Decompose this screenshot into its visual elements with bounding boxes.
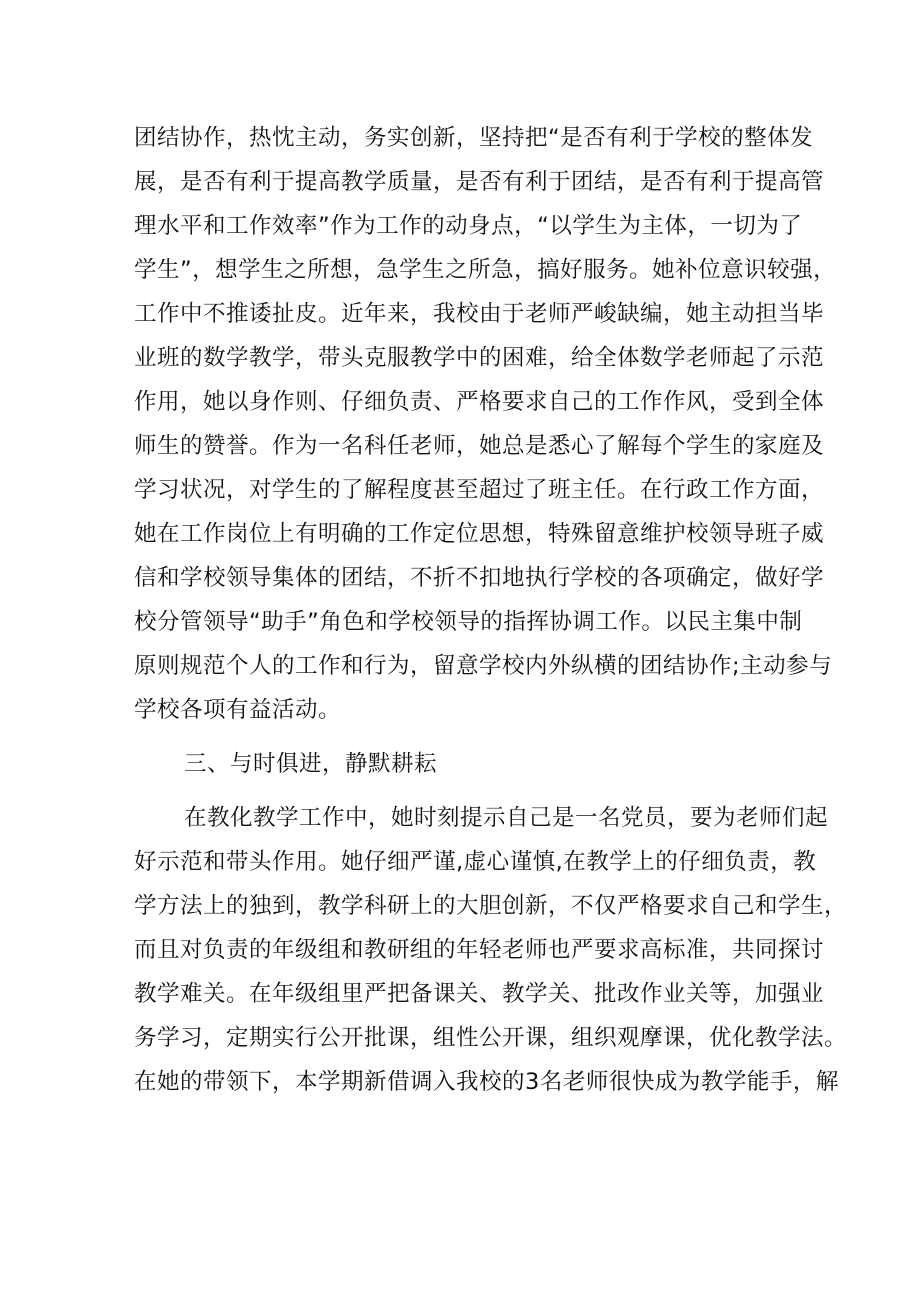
paragraph-line: 展，是否有利于提高教学质量，是否有利于团结，是否有利于提高管 (134, 169, 825, 195)
paragraph-line: 教学难关。在年级组里严把备课关、教学关、批改作业关等，加强业 (134, 981, 825, 1007)
paragraph-line: 校分管领导“助手”角色和学校领导的指挥协调工作。以民主集中制 (134, 609, 803, 635)
paragraph-line: 在教化教学工作中，她时刻提示自己是一名党员，要为老师们起 (184, 805, 829, 831)
paragraph-line: 学生”，想学生之所想，急学生之所急，搞好服务。她补位意识较强， (134, 257, 837, 283)
paragraph-line: 作用，她以身作则、仔细负责、严格要求自己的工作作风，受到全体 (134, 389, 825, 415)
paragraph-line: 学方法上的独到，教学科研上的大胆创新，不仅严格要求自己和学生， (134, 893, 848, 919)
paragraph-line: 在她的带领下，本学期新借调入我校的3名老师很快成为教学能手，解 (134, 1069, 839, 1095)
paragraph-line: 工作中不推诿扯皮。近年来，我校由于老师严峻缺编，她主动担当毕 (134, 301, 825, 327)
paragraph-line: 学校各项有益活动。 (134, 697, 342, 723)
paragraph-line: 她在工作岗位上有明确的工作定位思想，特殊留意维护校领导班子威 (134, 521, 825, 547)
paragraph-line: 学习状况，对学生的了解程度甚至超过了班主任。在行政工作方面， (134, 477, 825, 503)
paragraph-line: 好示范和带头作用。她仔细严谨,虚心谨慎,在教学上的仔细负责，教 (134, 849, 817, 875)
paragraph-line: 业班的数学教学，带头克服教学中的困难，给全体数学老师起了示范 (134, 345, 825, 371)
section-heading: 三、与时俱进，静默耕耘 (184, 751, 438, 777)
paragraph-line: 师生的赞誉。作为一名科任老师，她总是悉心了解每个学生的家庭及 (134, 433, 825, 459)
paragraph-line: 理水平和工作效率”作为工作的动身点，“以学生为主体，一切为了 (134, 213, 803, 239)
paragraph-line: 信和学校领导集体的团结，不折不扣地执行学校的各项确定，做好学 (134, 565, 825, 591)
paragraph-line: 团结协作，热忱主动，务实创新，坚持把“是否有利于学校的整体发 (134, 125, 814, 151)
paragraph-line: 务学习，定期实行公开批课，组性公开课，组织观摩课，优化教学法。 (134, 1025, 848, 1051)
paragraph-line: 而且对负责的年级组和教研组的年轻老师也严要求高标准，共同探讨 (134, 937, 825, 963)
paragraph-line: 原则规范个人的工作和行为，留意学校内外纵横的团结协作;主动参与 (134, 653, 833, 679)
